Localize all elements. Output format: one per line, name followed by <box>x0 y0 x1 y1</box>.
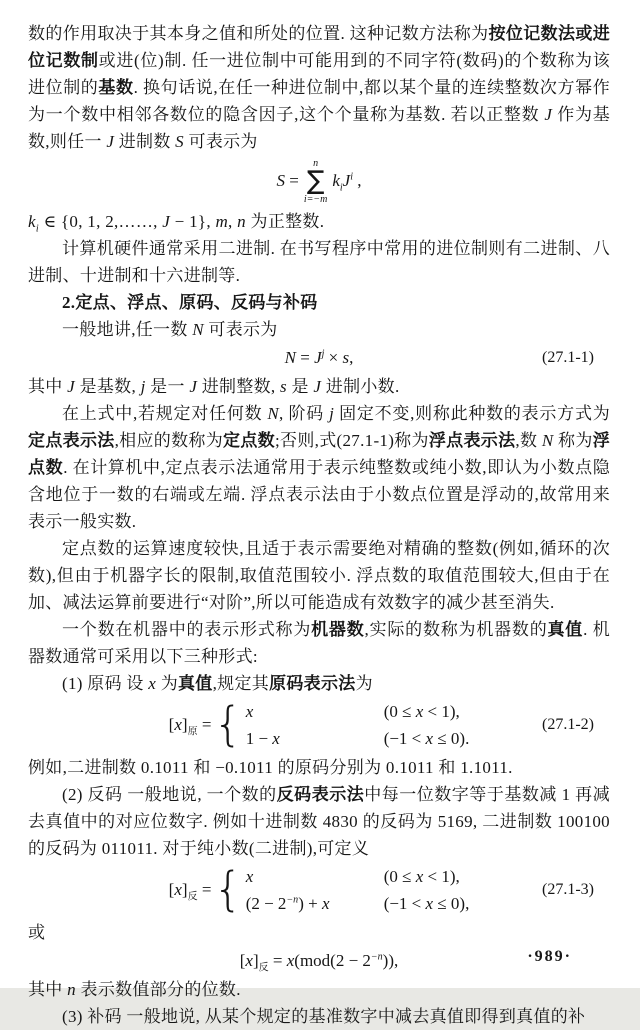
paragraph-complement-code-intro: (3) 补码 一般地说, 从某个规定的基准数字中减去真值即得到真值的补 <box>62 1006 586 1026</box>
equation-number-27-1-1: (27.1-1) <box>542 348 594 366</box>
section-heading-fixed-float-codes: 2.定点、浮点、原码、反码与补码 <box>62 292 318 312</box>
formula-sum-rhs: $k_iJ^i$ , <box>332 171 362 194</box>
case-condition: (−1 < x ≤ 0), <box>383 893 470 913</box>
sigma-icon: ∑ <box>306 166 325 196</box>
formula-27-1-1 <box>28 346 610 370</box>
paragraph-fixed-vs-floating: 在上式中,若规定对任何数 N, 阶码 j 固定不变,则称此种数的表示方式为定点表示法,相应的数称为定点数;否则,式(27.1-1)称为浮点表示法,数 N 称为浮点数. 在计算机中,定点表示法通常用于表示纯整数或纯小数,即认为小数点隐含地位于一数的右端或左端. 浮点表示法由于小数点位置是浮动的,故常用来表示一般实数. <box>28 403 610 531</box>
cases-brace-icon: { <box>213 697 243 752</box>
formula-sum-lhs: S = <box>276 171 299 191</box>
sum-lower-limit: i=−m <box>303 193 328 205</box>
case-expression: $(2 - 2^{-n}) + x$ <box>245 893 330 913</box>
formula-27-1-2-lhs: $[x]_原$ = <box>168 715 212 738</box>
paragraph-machine-number: 一个数在机器中的表示形式称为机器数,实际的数称为机器数的真值. 机器数通常可采用以下三种形式: <box>28 619 610 666</box>
formula-27-1-3 <box>28 862 610 917</box>
formula-mod-form <box>28 949 610 973</box>
case-row <box>246 700 470 724</box>
paragraph-number-representation-intro: 一般地讲,任一数 N 可表示为 <box>62 319 278 339</box>
paragraph-or-connector: 或 <box>28 922 46 942</box>
case-condition: (−1 < x ≤ 0). <box>383 728 470 748</box>
case-expression: x <box>245 866 254 886</box>
formula-sum-expansion <box>28 158 610 205</box>
paragraph-formula-terms: 其中 J 是基数, j 是一 J 进制整数, s 是 J 进制小数. <box>28 376 400 396</box>
case-condition: (0 ≤ x < 1), <box>383 866 460 886</box>
case-expression: 1 − x <box>245 728 280 748</box>
case-expression: x <box>245 701 254 721</box>
formula-27-1-2 <box>28 697 610 752</box>
formula-mod-expr: $[x]_反 = x(mod(2 - 2^{-n}))$, <box>239 950 399 974</box>
formula-27-1-1-expr: $N = J^j \times s$, <box>284 347 354 367</box>
paragraph-inverse-code-def: (2) 反码 一般地说, 一个数的反码表示法中每一位数字等于基数减 1 再减去真值中的对应位数字. 例如十进制数 4830 的反码为 5169, 二进制数 100100 的反码为 011011. 对于纯小数(二进制),可定义 <box>28 784 610 858</box>
case-condition: (0 ≤ x < 1), <box>383 701 460 721</box>
paragraph-positional-notation: 数的作用取决于其本身之值和所处的位置. 这种记数方法称为按位记数法或进位记数制或进(位)制. 任一进位制中可能用到的不同字符(数码)的个数称为该进位制的基数. 换句话说,在任一种进位制中,都以某个量的连续整数次方幂作为一个数中相邻各数位的隐含因子,这个个量称为基数. 若以正整数 J 作为基数,则任一 J 进制数 S 可表示为 <box>28 24 611 151</box>
formula-27-1-3-lhs: $[x]_反$ = <box>168 880 212 903</box>
case-row <box>246 892 470 916</box>
paragraph-binary-usage: 计算机硬件通常采用二进制. 在书写程序中常用的进位制则有二进制、八进制、十进制和十六进制等. <box>28 238 610 285</box>
paragraph-digit-set: $k_i$ ∈ {0, 1, 2,……, J − 1}, m, n 为正整数. <box>28 211 325 235</box>
page-number: ·989· <box>527 948 572 965</box>
paragraph-fixed-point-speed: 定点数的运算速度较快,且适于表示需要绝对精确的整数(例如,循环的次数),但由于机器字长的限制,取值范围较小. 浮点数的取值范围较大,但由于在加、减法运算前要进行“对阶”,所以可能造成有效数字的减少甚至消失. <box>28 538 610 612</box>
equation-number-27-1-2: (27.1-2) <box>542 716 594 734</box>
paragraph-n-definition: 其中 n 表示数值部分的位数. <box>28 979 241 999</box>
summation-symbol <box>304 158 328 205</box>
case-row <box>246 727 470 751</box>
equation-number-27-1-3: (27.1-3) <box>542 881 594 899</box>
case-row <box>246 865 470 889</box>
cases-brace-icon: { <box>213 862 243 917</box>
sum-upper-limit: n <box>313 158 319 169</box>
paragraph-original-code-example: 例如,二进制数 0.1011 和 −0.1011 的原码分别为 0.1011 和 1.1011. <box>28 757 513 777</box>
paragraph-original-code-def: (1) 原码 设 x 为真值,规定其原码表示法为 <box>62 673 373 693</box>
